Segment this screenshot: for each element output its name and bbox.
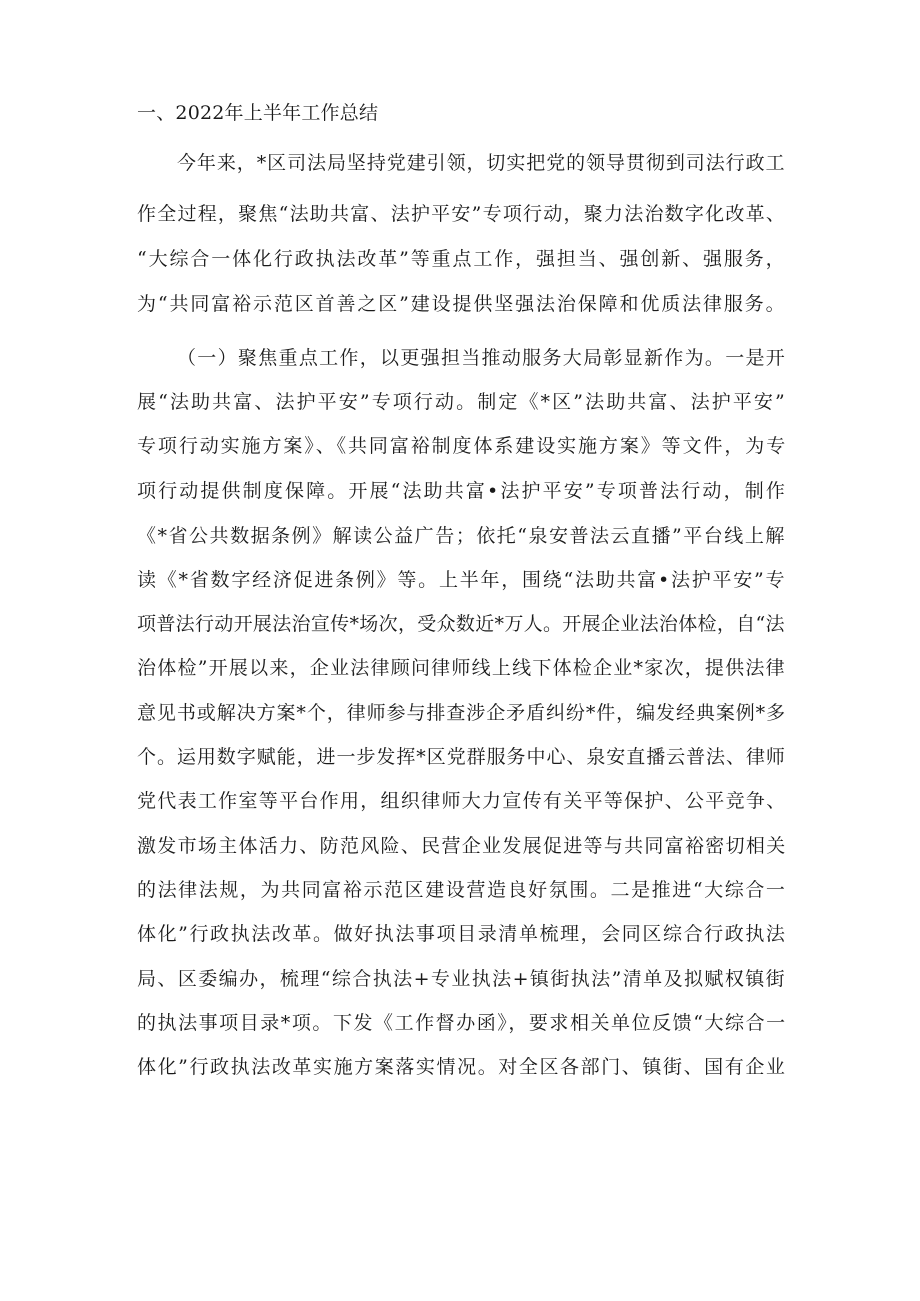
paragraph-2-line-11: 党代表工作室等平台作用，组织律师大力宣传有关平等保护、公平竞争、 — [137, 790, 787, 812]
paragraph-2-line-16: 的执法事项目录*项。下发《工作督办函》，要求相关单位反馈“大综合一 — [137, 1012, 787, 1034]
paragraph-2-line-13: 的法律法规，为共同富裕示范区建设营造良好氛围。二是推进“大综合一 — [137, 879, 787, 901]
paragraph-2-line-10: 个。运用数字赋能，进一步发挥*区党群服务中心、泉安直播云普法、律师 — [137, 746, 786, 768]
paragraph-2-line-6: 读《*省数字经济促进条例》等。上半年，围绕“法助共富•法护平安”专 — [137, 569, 787, 591]
paragraph-1-line-4: 为“共同富裕示范区首善之区”建设提供坚强法治保障和优质法律服务。 — [137, 293, 787, 315]
paragraph-2-line-3: 专项行动实施方案》、《共同富裕制度体系建设实施方案》等文件，为专 — [137, 435, 788, 457]
paragraph-2-line-9: 意见书或解决方案*个，律师参与排查涉企矛盾纠纷*件，编发经典案例*多 — [137, 702, 787, 724]
paragraph-2-line-1: （一）聚焦重点工作，以更强担当推动服务大局彰显新作为。一是开 — [177, 347, 787, 369]
paragraph-1-line-2: 作全过程，聚焦“法助共富、法护平安”专项行动，聚力法治数字化改革、 — [137, 203, 787, 225]
paragraph-2-line-2: 展“法助共富、法护平安”专项行动。制定《*区”法助共富、法护平安” — [137, 391, 787, 413]
section-heading: 一、2022年上半年工作总结 — [137, 102, 379, 124]
paragraph-2-line-7: 项普法行动开展法治宣传*场次，受众数近*万人。开展企业法治体检，自“法 — [137, 613, 785, 635]
paragraph-2-line-12: 激发市场主体活力、防范风险、民营企业发展促进等与共同富裕密切相关 — [137, 835, 787, 857]
paragraph-2-line-15: 局、区委编办，梳理“综合执法+专业执法+镇街执法”清单及拟赋权镇街 — [137, 968, 787, 990]
paragraph-2-line-14: 体化”行政执法改革。做好执法事项目录清单梳理，会同区综合行政执法 — [137, 923, 787, 945]
paragraph-2-line-5: 《*省公共数据条例》解读公益广告；依托“泉安普法云直播”平台线上解 — [137, 525, 786, 547]
paragraph-2-line-8: 治体检”开展以来，企业法律顾问律师线上线下体检企业*家次，提供法律 — [137, 657, 786, 679]
paragraph-1-line-3: “大综合一体化行政执法改革”等重点工作，强担当、强创新、强服务， — [137, 248, 787, 270]
paragraph-2-line-17: 体化”行政执法改革实施方案落实情况。对全区各部门、镇街、国有企业 — [137, 1056, 787, 1078]
paragraph-2-line-4: 项行动提供制度保障。开展“法助共富•法护平安”专项普法行动，制作 — [137, 480, 787, 502]
paragraph-1-line-1: 今年来，*区司法局坚持党建引领，切实把党的领导贯彻到司法行政工 — [177, 152, 786, 174]
